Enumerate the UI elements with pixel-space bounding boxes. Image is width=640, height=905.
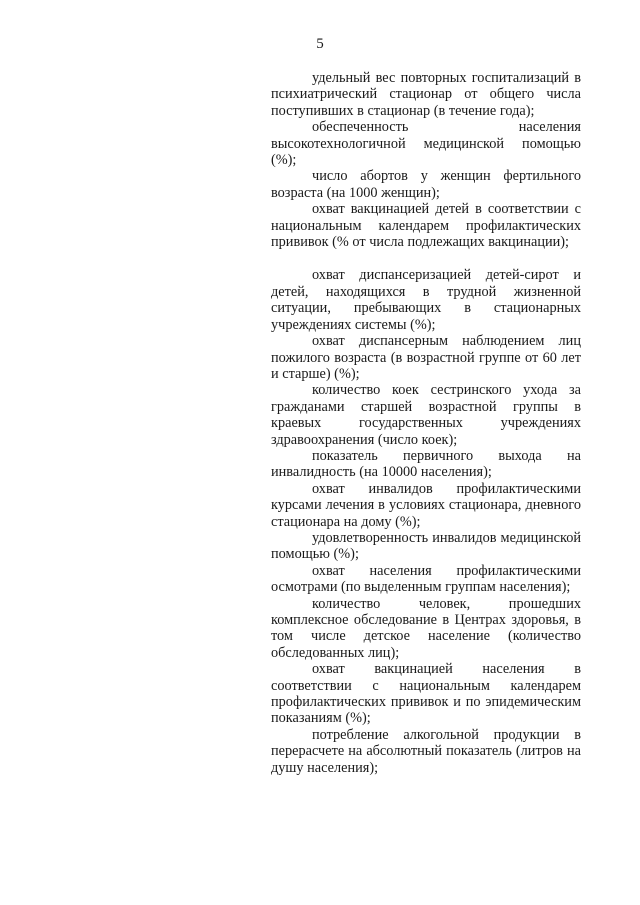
indicator-child-vaccination: охват вакцинацией детей в соответствии с национальным календарем профилактических прививок (% от числа подлежащих вакцинации); [271,201,581,251]
indicator-population-vaccination: охват вакцинацией населения в соответствии с национальным календарем профилактических прививок и по эпидемическим показаниям (%); [271,661,581,727]
indicator-list [271,70,581,776]
indicator-orphan-screening: охват диспансеризацией детей-сирот и детей, находящихся в трудной жизненной ситуации, пребывающих в стационарных учреждениях системы (%); [271,267,581,333]
page-number: 5 [316,36,324,52]
indicator-high-tech-care: обеспеченность населения высокотехнологичной медицинской помощью (%); [271,119,581,169]
indicator-disabled-treatment: охват инвалидов профилактическими курсами лечения в условиях стационара, дневного стационара на дому (%); [271,480,581,530]
indicator-psychiatric-rehospitalization: удельный вес повторных госпитализаций в психиатрический стационар от общего числа поступивших в стационар (в течение года); [271,70,581,119]
indicator-disability-rate: показатель первичного выхода на инвалидность (на 10000 населения); [271,447,581,481]
indicator-health-centers: количество человек, прошедших комплексное обследование в Центрах здоровья, в том числе детское население (количество обследованных лиц); [271,595,581,661]
indicator-alcohol-consumption: потребление алкогольной продукции в перерасчете на абсолютный показатель (литров на душу населения); [271,726,581,776]
indicator-elderly-observation: охват диспансерным наблюдением лиц пожилого возраста (в возрастной группе от 60 лет и старше) (%); [271,333,581,382]
indicator-preventive-exams: охват населения профилактическими осмотрами (по выделенным группам населения); [271,562,581,596]
indicator-abortions: число абортов у женщин фертильного возраста (на 1000 женщин); [271,168,581,201]
indicator-nursing-beds: количество коек сестринского ухода за гражданами старшей возрастной группы в краевых государственных учреждениях здравоохранения (число коек); [271,382,581,448]
indicator-disabled-satisfaction: удовлетворенность инвалидов медицинской помощью (%); [271,529,581,563]
